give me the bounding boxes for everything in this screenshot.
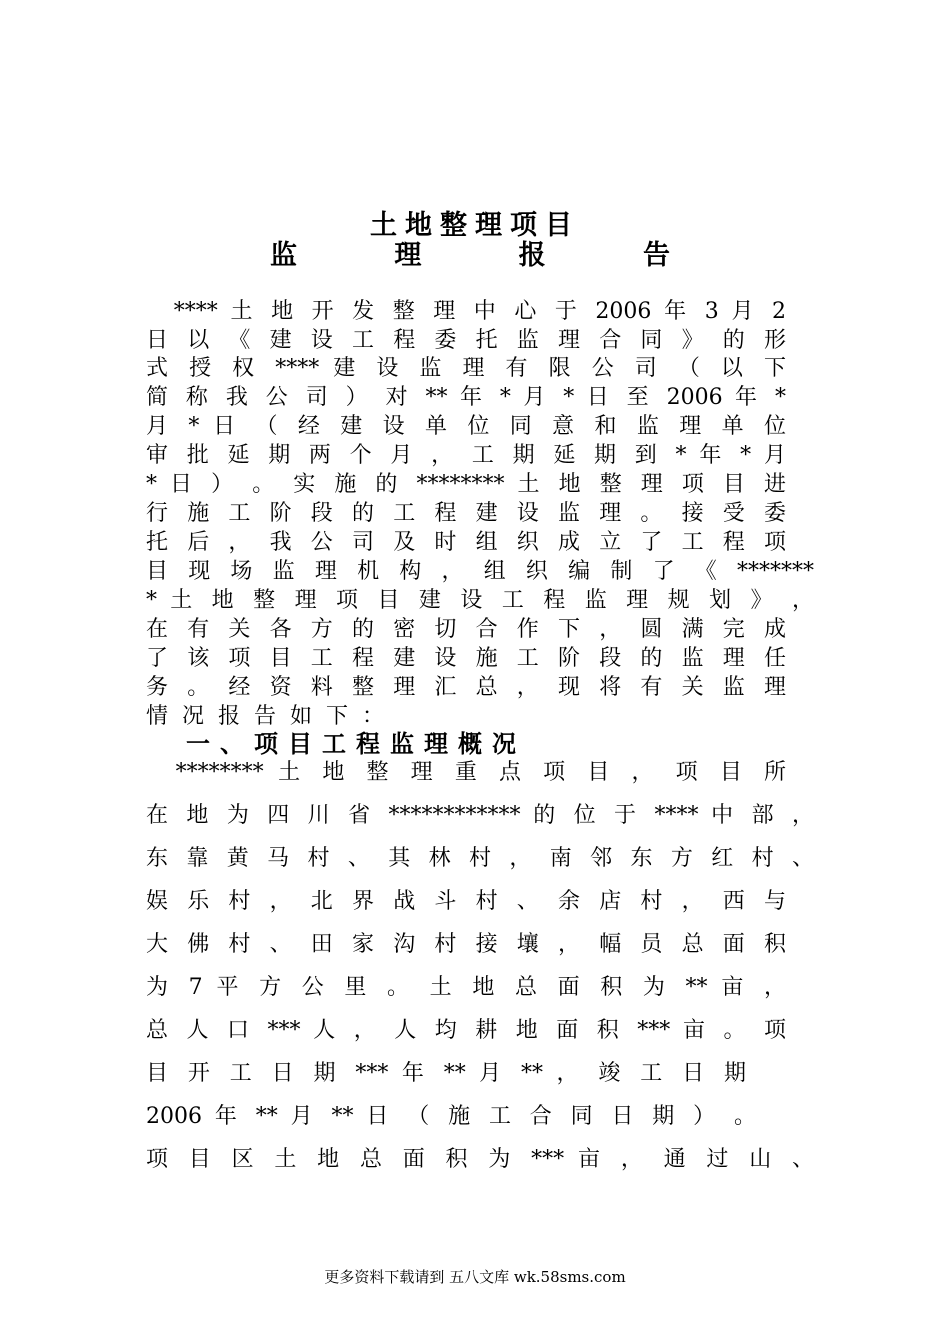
intro-line: 简 称 我 公 司 ） 对 ** 年 * 月 * 日 至 2006 年 * [146,385,786,410]
intro-line: 行 施 工 阶 段 的 工 程 建 设 监 理 。 接 受 委 [146,501,786,526]
section-heading: 一、项目工程监理概况 [186,729,526,758]
subtitle-char: 告 [642,240,670,271]
section-line: 总 人 口 *** 人 ， 人 均 耕 地 面 积 *** 亩 。 项 [146,1018,786,1043]
subtitle-char: 理 [394,240,422,271]
intro-line: 日 以 《 建 设 工 程 委 托 监 理 合 同 》 的 形 [146,328,786,353]
section-line: 在 地 为 四 川 省 ************ 的 位 于 **** 中 部 ， [146,803,814,828]
section-line: 为 7 平 方 公 里 。 土 地 总 面 积 为 ** 亩 ， [146,975,786,1000]
intro-line: 月 * 日 （ 经 建 设 单 位 同 意 和 监 理 单 位 [146,414,786,439]
section-line: 目 开 工 日 期 *** 年 ** 月 ** ， 竣 工 日 期 [146,1061,746,1086]
intro-line: * 日 ） 。 实 施 的 ******** 土 地 整 理 项 目 进 [146,472,786,497]
intro-line: 托 后 ， 我 公 司 及 时 组 织 成 立 了 工 程 项 [146,530,786,555]
subtitle-char: 报 [518,240,546,271]
section-line: ******** 土 地 整 理 重 点 项 目 ， 项 目 所 [146,760,786,785]
section-line: 东 靠 黄 马 村 、 其 林 村 ， 南 邻 东 方 红 村 、 [146,846,814,871]
section-line: 项 目 区 土 地 总 面 积 为 *** 亩 ， 通 过 山 、 [146,1147,814,1172]
intro-line: 情况报告如下： [146,704,399,729]
subtitle-char: 监 [270,240,297,271]
document-subtitle [270,236,670,276]
intro-line: 审 批 延 期 两 个 月 ， 工 期 延 期 到 * 年 * 月 [146,443,786,468]
section-line: 2006 年 ** 月 ** 日 （ 施 工 合 同 日 期 ） 。 [146,1104,756,1129]
section-line: 娱 乐 村 ， 北 界 战 斗 村 、 余 店 村 ， 西 与 [146,889,786,914]
intro-line: 务 。 经 资 料 整 理 汇 总 ， 现 将 有 关 监 理 [146,675,786,700]
intro-line: **** 土 地 开 发 整 理 中 心 于 2006 年 3 月 2 [146,299,786,324]
intro-line: 式 授 权 **** 建 设 监 理 有 限 公 司 （ 以 下 [146,356,786,381]
intro-line: 了 该 项 目 工 程 建 设 施 工 阶 段 的 监 理 任 [146,646,786,671]
document-title: 土地整理项目 [370,210,580,241]
intro-line: 目 现 场 监 理 机 构 ， 组 织 编 制 了 《 ******* [146,559,814,584]
footer-note: 更多资料下载请到 五八文库 wk.58sms.com [324,1268,626,1286]
intro-line: 在 有 关 各 方 的 密 切 合 作 下 ， 圆 满 完 成 [146,617,786,642]
section-line: 大 佛 村 、 田 家 沟 村 接 壤 ， 幅 员 总 面 积 [146,932,786,957]
intro-line: * 土 地 整 理 项 目 建 设 工 程 监 理 规 划 》 ， [146,588,814,613]
